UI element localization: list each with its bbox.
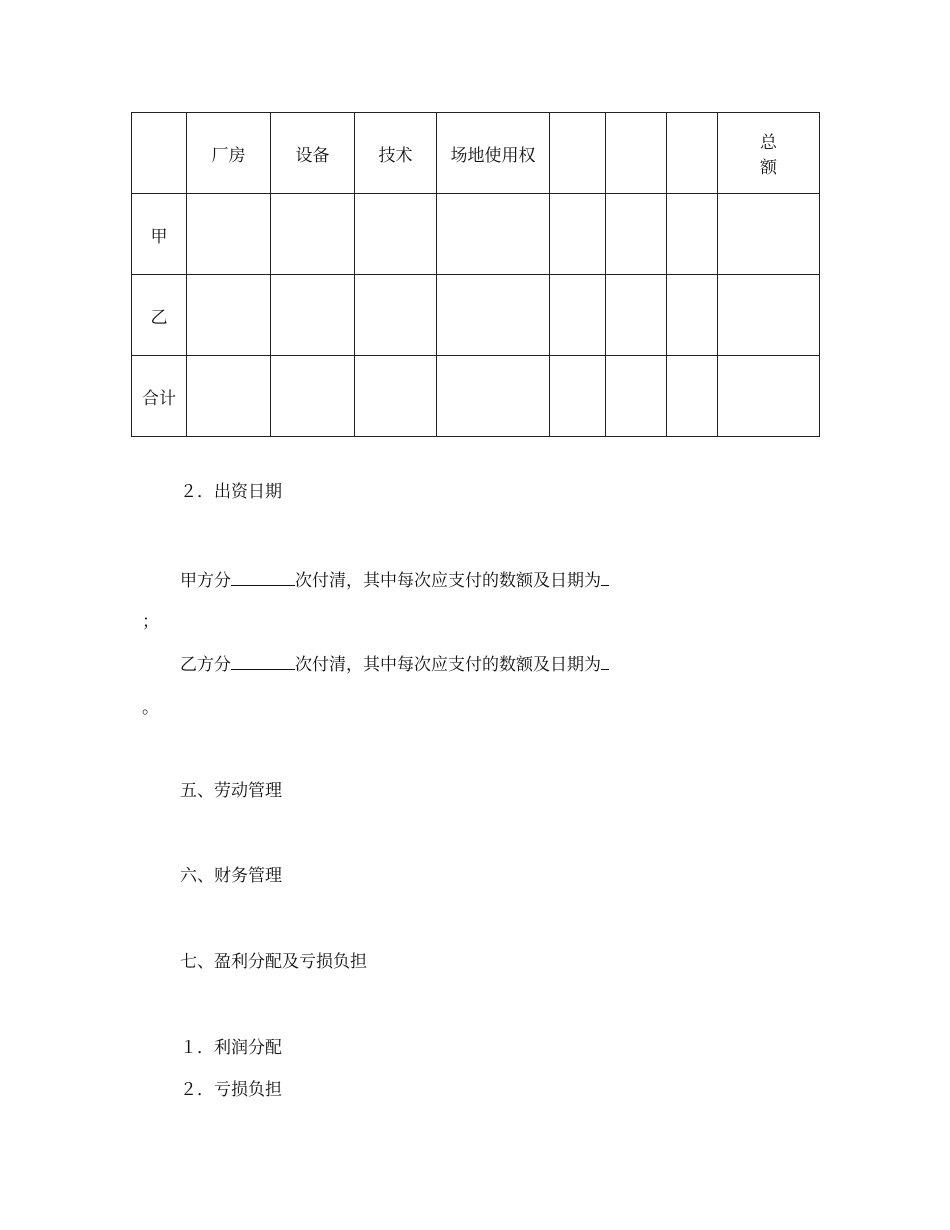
section-financial-management: 六、财务管理 bbox=[180, 866, 282, 886]
table-cell[interactable] bbox=[187, 275, 271, 356]
table-cell[interactable] bbox=[187, 356, 271, 437]
table-cell[interactable] bbox=[271, 194, 355, 275]
table-cell[interactable] bbox=[667, 356, 718, 437]
header-cell-total: 总 额 bbox=[718, 113, 820, 194]
row-label-party-a: 甲 bbox=[132, 194, 187, 275]
table-cell[interactable] bbox=[355, 356, 437, 437]
table-cell[interactable] bbox=[271, 356, 355, 437]
table-cell[interactable] bbox=[718, 194, 820, 275]
header-cell-blank-1 bbox=[550, 113, 606, 194]
table-cell[interactable] bbox=[606, 194, 667, 275]
table-cell[interactable] bbox=[187, 194, 271, 275]
table-cell[interactable] bbox=[437, 275, 550, 356]
subsection-profit-distribution: １．利润分配 bbox=[180, 1038, 282, 1058]
party-b-payment-line bbox=[180, 653, 609, 676]
table-cell[interactable] bbox=[718, 356, 820, 437]
party-a-installments-blank[interactable] bbox=[231, 569, 295, 586]
table-cell[interactable] bbox=[437, 194, 550, 275]
party-a-schedule-blank[interactable] bbox=[601, 569, 609, 586]
header-cell-blank-3 bbox=[667, 113, 718, 194]
party-b-middle: 次付清，其中每次应支付的数额及日期为 bbox=[295, 655, 601, 675]
payment-date-heading: ２．出资日期 bbox=[180, 482, 282, 502]
party-a-prefix: 甲方分 bbox=[180, 571, 231, 591]
header-cell-technology: 技术 bbox=[355, 113, 437, 194]
row-label-total: 合计 bbox=[132, 356, 187, 437]
row-label-party-b: 乙 bbox=[132, 275, 187, 356]
table-cell[interactable] bbox=[667, 194, 718, 275]
table-header-row bbox=[132, 113, 820, 194]
table-cell[interactable] bbox=[550, 194, 606, 275]
table-cell[interactable] bbox=[667, 275, 718, 356]
table-cell[interactable] bbox=[550, 275, 606, 356]
section-labor-management: 五、劳动管理 bbox=[180, 781, 282, 801]
table-row bbox=[132, 194, 820, 275]
table-cell[interactable] bbox=[718, 275, 820, 356]
table-cell[interactable] bbox=[550, 356, 606, 437]
party-b-schedule-blank[interactable] bbox=[601, 653, 609, 670]
header-cell-equipment: 设备 bbox=[271, 113, 355, 194]
table-cell[interactable] bbox=[437, 356, 550, 437]
table-cell[interactable] bbox=[606, 356, 667, 437]
header-cell-land-use-right: 场地使用权 bbox=[437, 113, 550, 194]
table-cell[interactable] bbox=[606, 275, 667, 356]
party-a-payment-line bbox=[180, 569, 609, 592]
subsection-loss-bearing: ２．亏损负担 bbox=[180, 1080, 282, 1100]
party-a-line-end: ； bbox=[142, 612, 159, 632]
header-cell-blank-2 bbox=[606, 113, 667, 194]
header-cell-factory: 厂房 bbox=[187, 113, 271, 194]
contribution-table bbox=[131, 112, 826, 437]
party-b-prefix: 乙方分 bbox=[180, 655, 231, 675]
party-b-installments-blank[interactable] bbox=[231, 653, 295, 670]
table-cell[interactable] bbox=[355, 275, 437, 356]
table-row bbox=[132, 356, 820, 437]
party-b-line-end: 。 bbox=[142, 698, 159, 718]
table-cell[interactable] bbox=[355, 194, 437, 275]
section-profit-loss: 七、盈利分配及亏损负担 bbox=[180, 952, 367, 972]
party-a-middle: 次付清，其中每次应支付的数额及日期为 bbox=[295, 571, 601, 591]
table-row bbox=[132, 275, 820, 356]
header-cell-corner bbox=[132, 113, 187, 194]
table-cell[interactable] bbox=[271, 275, 355, 356]
